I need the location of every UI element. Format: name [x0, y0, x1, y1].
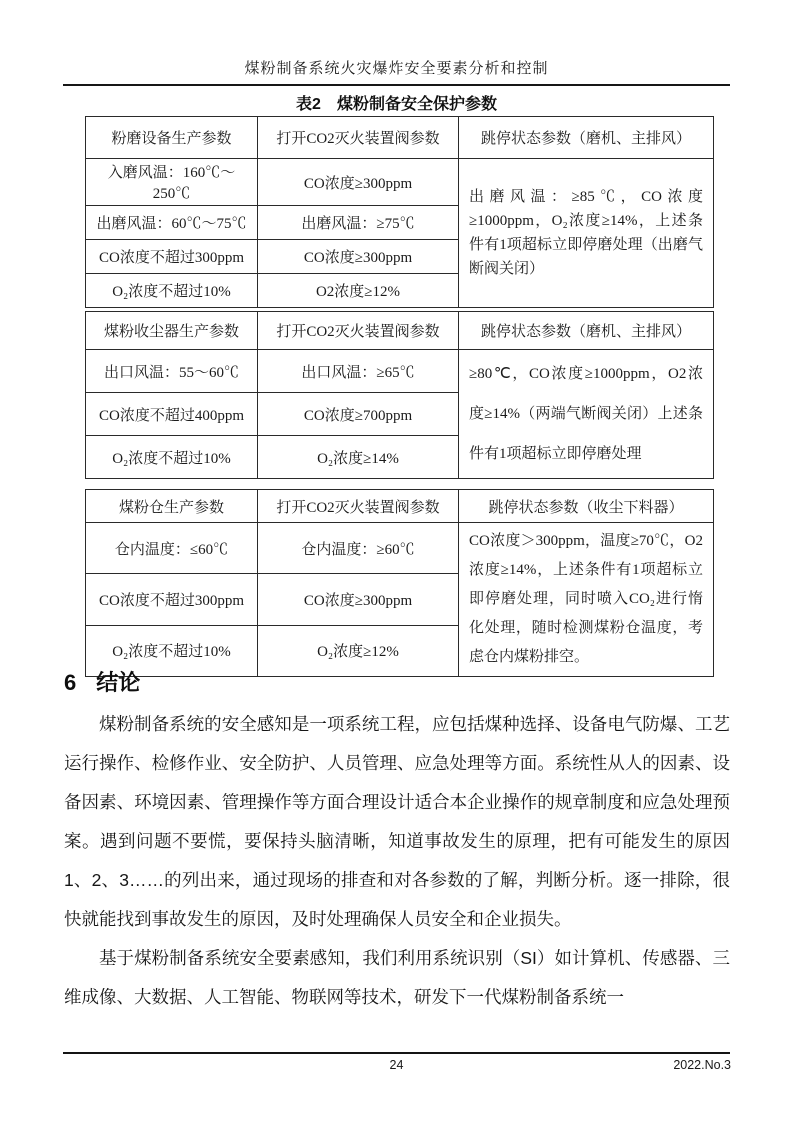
paragraph: 基于煤粉制备系统安全要素感知，我们利用系统识别（SI）如计算机、传感器、三维成像、大数据、人工智能、物联网等技术，研发下一代煤粉制备系统一 — [64, 948, 730, 1007]
footer-rule — [63, 1052, 730, 1054]
table-cell: 出磨风温：≥75℃ — [258, 206, 459, 240]
table-row — [86, 523, 714, 574]
trip-condition-note: CO浓度＞300ppm，温度≥70℃，O2浓度≥14%，上述条件有1项超标立即停磨处理，同时喷入CO₂进行惰化处理，随时检测煤粉仓温度，考虑仓内煤粉排空。 — [459, 523, 714, 677]
table-header-cell: 跳停状态参数（收尘下料器） — [459, 490, 714, 523]
table-row — [86, 350, 714, 393]
section-number: 6 — [64, 670, 77, 695]
header-rule — [63, 84, 730, 86]
running-header: 煤粉制备系统火灾爆炸安全要素分析和控制 — [244, 61, 549, 77]
table-cell: CO浓度不超过300ppm — [86, 574, 258, 625]
table-dust-collector-parameters — [85, 311, 714, 479]
conclusion-body — [64, 705, 730, 1017]
table-cell: 出口风温：≥65℃ — [258, 350, 459, 393]
journal-issue: 2022.No.3 — [673, 1058, 731, 1072]
table-cell: O₂浓度≥14% — [258, 436, 459, 479]
table-cell: O2浓度≥12% — [258, 274, 459, 308]
table-cell: CO浓度≥700ppm — [258, 393, 459, 436]
table-row — [86, 159, 714, 206]
paragraph: 煤粉制备系统的安全感知是一项系统工程，应包括煤种选择、设备电气防爆、工艺运行操作、检修作业、安全防护、人员管理、应急处理等方面。系统性从人的因素、设备因素、环境因素、管理操作等方面合理设计适合本企业操作的规章制度和应急处理预案。遇到问题不要慌，要保持头脑清晰，知道事故发生的原理，把有可能发生的原因1、2、3……的列出来，通过现场的排查和对各参数的了解，判断分析。逐一排除，很快就能找到事故发生的原因，及时处理确保人员安全和企业损失。 — [64, 714, 730, 929]
table-cell: O₂浓度不超过10% — [86, 625, 258, 676]
table-cell: CO浓度不超过300ppm — [86, 240, 258, 274]
table-cell: 仓内温度：≥60℃ — [258, 523, 459, 574]
table-cell: 入磨风温：160℃～250℃ — [86, 159, 258, 206]
table-cell: CO浓度≥300ppm — [258, 159, 459, 206]
table-cell: 仓内温度：≤60℃ — [86, 523, 258, 574]
table-cell: CO浓度≥300ppm — [258, 240, 459, 274]
table-mill-safety-parameters — [85, 116, 714, 308]
table-header-cell: 打开CO2灭火装置阀参数 — [258, 490, 459, 523]
table-cell: O₂浓度不超过10% — [86, 274, 258, 308]
table-header-cell: 煤粉收尘器生产参数 — [86, 312, 258, 350]
table-cell: 出口风温：55～60℃ — [86, 350, 258, 393]
table-header-cell: 煤粉仓生产参数 — [86, 490, 258, 523]
trip-condition-note: ≥80℃，CO浓度≥1000ppm，O2浓度≥14%（两端气断阀关闭）上述条件有1项超标立即停磨处理 — [459, 350, 714, 479]
table-caption: 表2 煤粉制备安全保护参数 — [296, 96, 497, 113]
table-cell: CO浓度≥300ppm — [258, 574, 459, 625]
table-header-cell: 跳停状态参数（磨机、主排风） — [459, 117, 714, 159]
table-header-cell: 粉磨设备生产参数 — [86, 117, 258, 159]
table-header-row — [86, 312, 714, 350]
table-cell: CO浓度不超过400ppm — [86, 393, 258, 436]
section-title: 结论 — [96, 670, 141, 695]
table-coal-bin-parameters — [85, 489, 714, 677]
section-heading — [64, 666, 140, 697]
trip-condition-note: 出磨风温：≥85℃，CO浓度≥1000ppm，O₂浓度≥14%，上述条件有1项超标立即停磨处理（出磨气断阀关闭） — [459, 159, 714, 308]
table-header-cell: 打开CO2灭火装置阀参数 — [258, 312, 459, 350]
table-header-row — [86, 490, 714, 523]
table-cell: O₂浓度≥12% — [258, 625, 459, 676]
table-header-row — [86, 117, 714, 159]
table-header-cell: 打开CO2灭火装置阀参数 — [258, 117, 459, 159]
page-number: 24 — [389, 1058, 404, 1072]
table-cell: O₂浓度不超过10% — [86, 436, 258, 479]
table-header-cell: 跳停状态参数（磨机、主排风） — [459, 312, 714, 350]
table-cell: 出磨风温：60℃～75℃ — [86, 206, 258, 240]
